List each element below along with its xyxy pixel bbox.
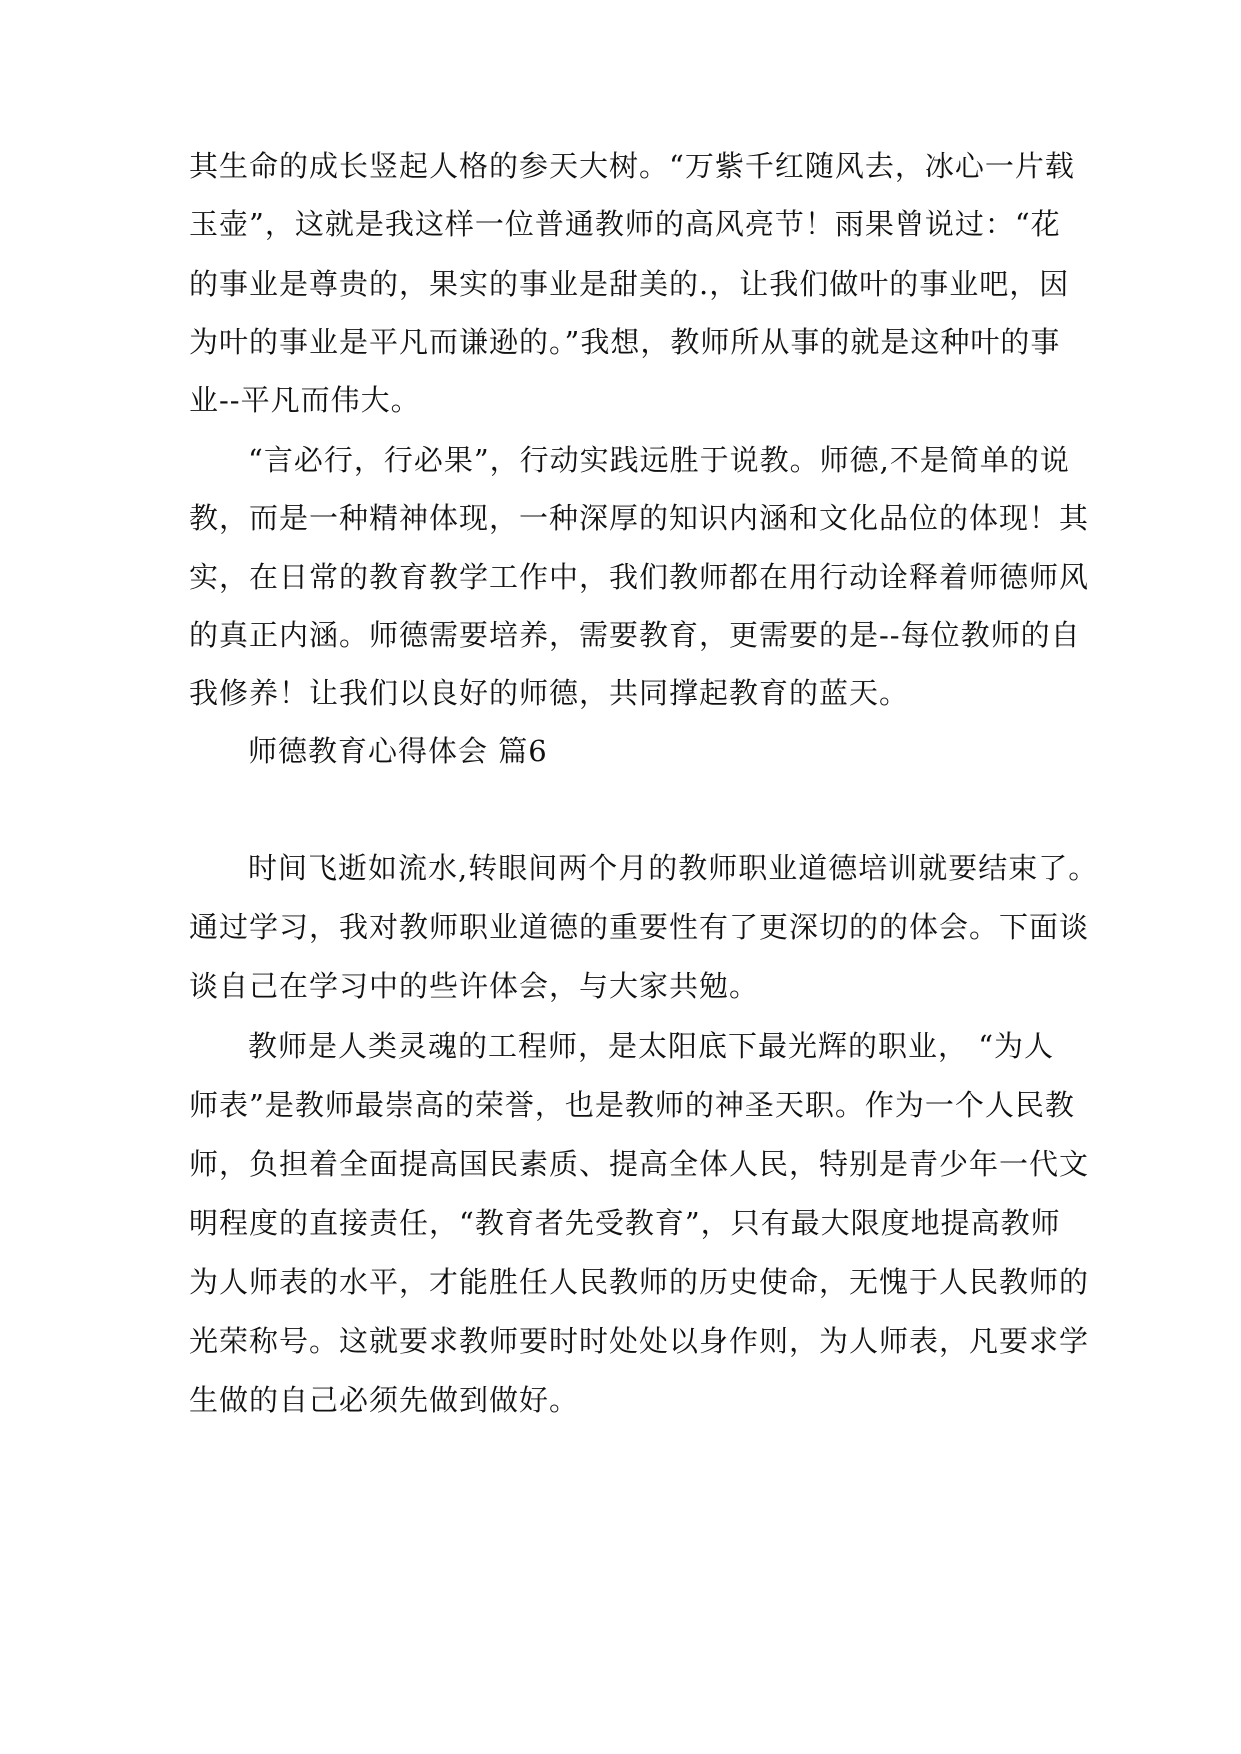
text-line: 教，而是一种精神体现，一种深厚的知识内涵和文化品位的体现！其 xyxy=(189,501,1090,535)
text-line: “言必行，行必果”，行动实践远胜于说教。师德,不是简单的说 xyxy=(248,443,1070,477)
text-line: 业--平凡而伟大。 xyxy=(189,383,421,417)
text-line: 师表”是教师最崇高的荣誉，也是教师的神圣天职。作为一个人民教 xyxy=(189,1088,1075,1122)
text-line: 通过学习，我对教师职业道德的重要性有了更深切的的体会。下面谈 xyxy=(189,910,1090,944)
text-line: 为叶的事业是平凡而谦逊的。”我想，教师所从事的就是这种叶的事 xyxy=(189,325,1061,359)
text-line: 为人师表的水平，才能胜任人民教师的历史使命，无愧于人民教师的 xyxy=(189,1265,1090,1299)
text-line: 光荣称号。这就要求教师要时时处处以身作则，为人师表，凡要求学 xyxy=(189,1324,1090,1358)
text-line: 玉壶”，这就是我这样一位普通教师的高风亮节！雨果曾说过：“花 xyxy=(189,207,1061,241)
text-line: 实，在日常的教育教学工作中，我们教师都在用行动诠释着师德师风 xyxy=(189,560,1090,594)
text-line: 师，负担着全面提高国民素质、提高全体人民，特别是青少年一代文 xyxy=(189,1147,1090,1181)
text-line: 的事业是尊贵的，果实的事业是甜美的.，让我们做叶的事业吧，因 xyxy=(189,267,1070,301)
text-line: 其生命的成长竖起人格的参天大树。“万紫千红随风去，冰心一片载 xyxy=(189,149,1075,183)
text-line: 明程度的直接责任，“教育者先受教育”，只有最大限度地提高教师 xyxy=(189,1206,1061,1240)
text-line: 谈自己在学习中的些许体会，与大家共勉。 xyxy=(189,969,760,1003)
text-line: 的真正内涵。师德需要培养，需要教育，更需要的是--每位教师的自 xyxy=(189,618,1081,652)
section-heading: 师德教育心得体会 篇6 xyxy=(248,734,548,768)
text-line: 时间飞逝如流水,转眼间两个月的教师职业道德培训就要结束了。 xyxy=(248,851,1099,885)
text-line: 我修养！让我们以良好的师德，共同撑起教育的蓝天。 xyxy=(189,676,910,710)
text-line: 生做的自己必须先做到做好。 xyxy=(189,1383,580,1417)
text-line: 教师是人类灵魂的工程师，是太阳底下最光辉的职业， “为人 xyxy=(248,1029,1055,1063)
